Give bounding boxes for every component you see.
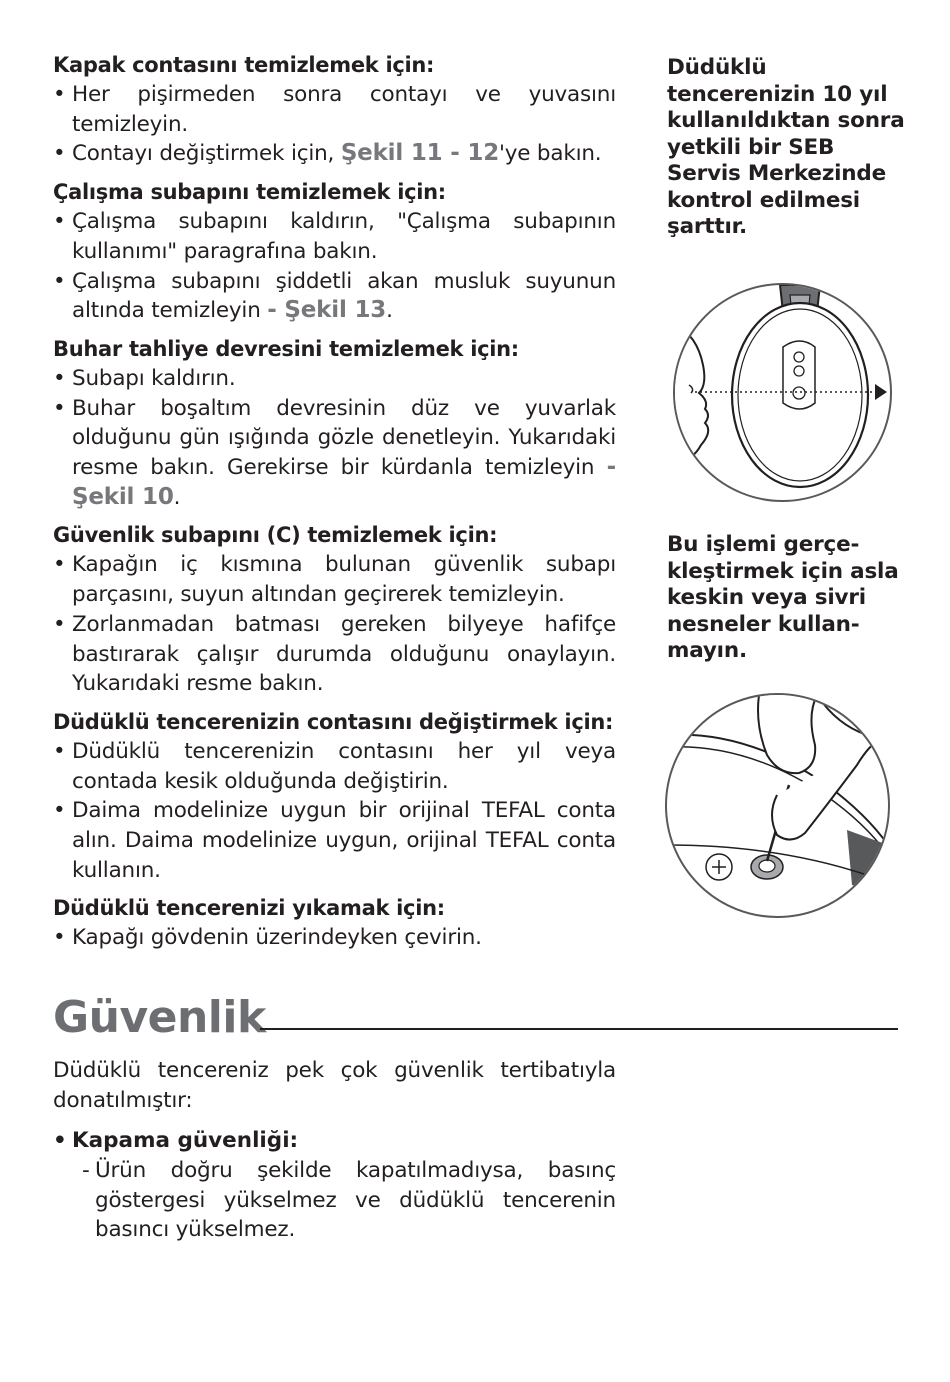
list-item [53,207,616,266]
section-title: Düdüklü tencerenizi yıkamak için: [53,896,445,921]
item-text: Zorlanmadan batması gereken bilyeye hafifçe bastırarak çalışır durumda olduğunu onaylayın. Yukarıdaki resme bakın. [72,611,616,697]
section-title: Kapak contasını temizlemek için: [53,53,435,77]
list-item [53,267,616,326]
list-item [53,550,616,609]
section-title: Düdüklü tencerenizin contasını değiştirmek için: [53,709,614,734]
section-steam-circuit [53,334,616,513]
section-operating-valve [53,177,616,326]
toothpick-cleaning-valve-illustration [665,693,890,918]
heading-rule [260,1028,898,1030]
item-text: Her pişirmeden sonra contayı ve yuvasını temizleyin. [72,82,616,137]
figure-reference: - Şekil 10 [72,454,616,510]
closing-safety-block [53,1126,616,1245]
bullet-list [53,737,616,886]
safety-intro: Düdüklü tencereniz pek çok güvenlik tertibatıyla donatılmıştır: [53,1058,616,1113]
list-item [53,364,616,394]
closing-safety-text: - Ürün doğru şekilde kapatılmadıysa, basınç göstergesi yükselmez ve düdüklü tencerenin basıncı yükselmez. [53,1156,616,1245]
bullet-list [53,923,616,953]
list-item [53,610,616,699]
safety-heading: Güvenlik [53,992,266,1043]
bullet-list [53,550,616,699]
item-text: Kapağı gövdenin üzerindeyken çevirin. [72,925,482,951]
lid-inspection-svg [675,285,890,500]
section-title: Çalışma subapını temizlemek için: [53,180,446,205]
list-item [53,139,616,169]
eye-inspecting-lid-illustration [673,283,892,502]
item-text: Buhar boşaltım devresinin düz ve yuvarlak olduğunu gün ışığında gözle denetleyin. Yukarıdaki resme bakın. Gerekirse bir kürdanla temizleyin [72,395,616,481]
side-note-warning: Bu işlemi gerçe-kleştirmek için asla keskin veya sivri nesneler kullan-mayın. [667,532,899,663]
bullet-list [53,207,616,326]
list-item [53,80,616,139]
bullet-list [53,364,616,513]
figure-reference: Şekil 11 - 12 [340,140,500,167]
item-text: Daima modelinize uygun bir orijinal TEFAL conta alın. Daima modelinize uygun, orijinal TEFAL conta kullanın. [72,798,616,883]
item-text: Çalışma subapını şiddetli akan musluk suyunun altında temizleyin [72,268,616,324]
closing-safety-title: • Kapama güvenliği: [53,1126,616,1156]
item-suffix: . [173,484,181,510]
item-text: Çalışma subapını kaldırın, "Çalışma subapının kullanımı" paragrafına bakın. [72,209,616,264]
section-washing [53,893,616,953]
main-column [53,50,616,961]
list-item [53,923,616,953]
item-text: Kapağın iç kısmına bulunan güvenlik subapı parçasını, suyun altından geçirerek temizleyin. [72,552,616,608]
bullet-list [53,80,616,169]
section-lid-gasket [53,50,616,169]
figure-reference: - Şekil 13 [267,297,387,324]
side-note-service: Düdüklü tencerenizin 10 yıl kullanıldıktan sonra yetkili bir SEB Servis Merkezinde kontrol edilmesi şarttır. [667,55,905,239]
section-title: Güvenlik subapını (C) temizlemek için: [53,523,498,548]
section-safety-valve [53,520,616,699]
item-suffix: . [386,298,393,324]
list-item [53,394,616,513]
section-replace-gasket [53,707,616,886]
valve-cleaning-svg [667,695,888,916]
item-text: Subapı kaldırın. [72,365,236,391]
list-item [53,796,616,885]
item-suffix: 'ye bakın. [499,141,602,167]
section-title: Buhar tahliye devresini temizlemek için: [53,336,519,361]
item-text: Contayı değiştirmek için, [72,141,341,167]
list-item [53,737,616,796]
item-text: Düdüklü tencerenizin contasını her yıl veya contada kesik olduğunda değiştirin. [72,738,616,794]
